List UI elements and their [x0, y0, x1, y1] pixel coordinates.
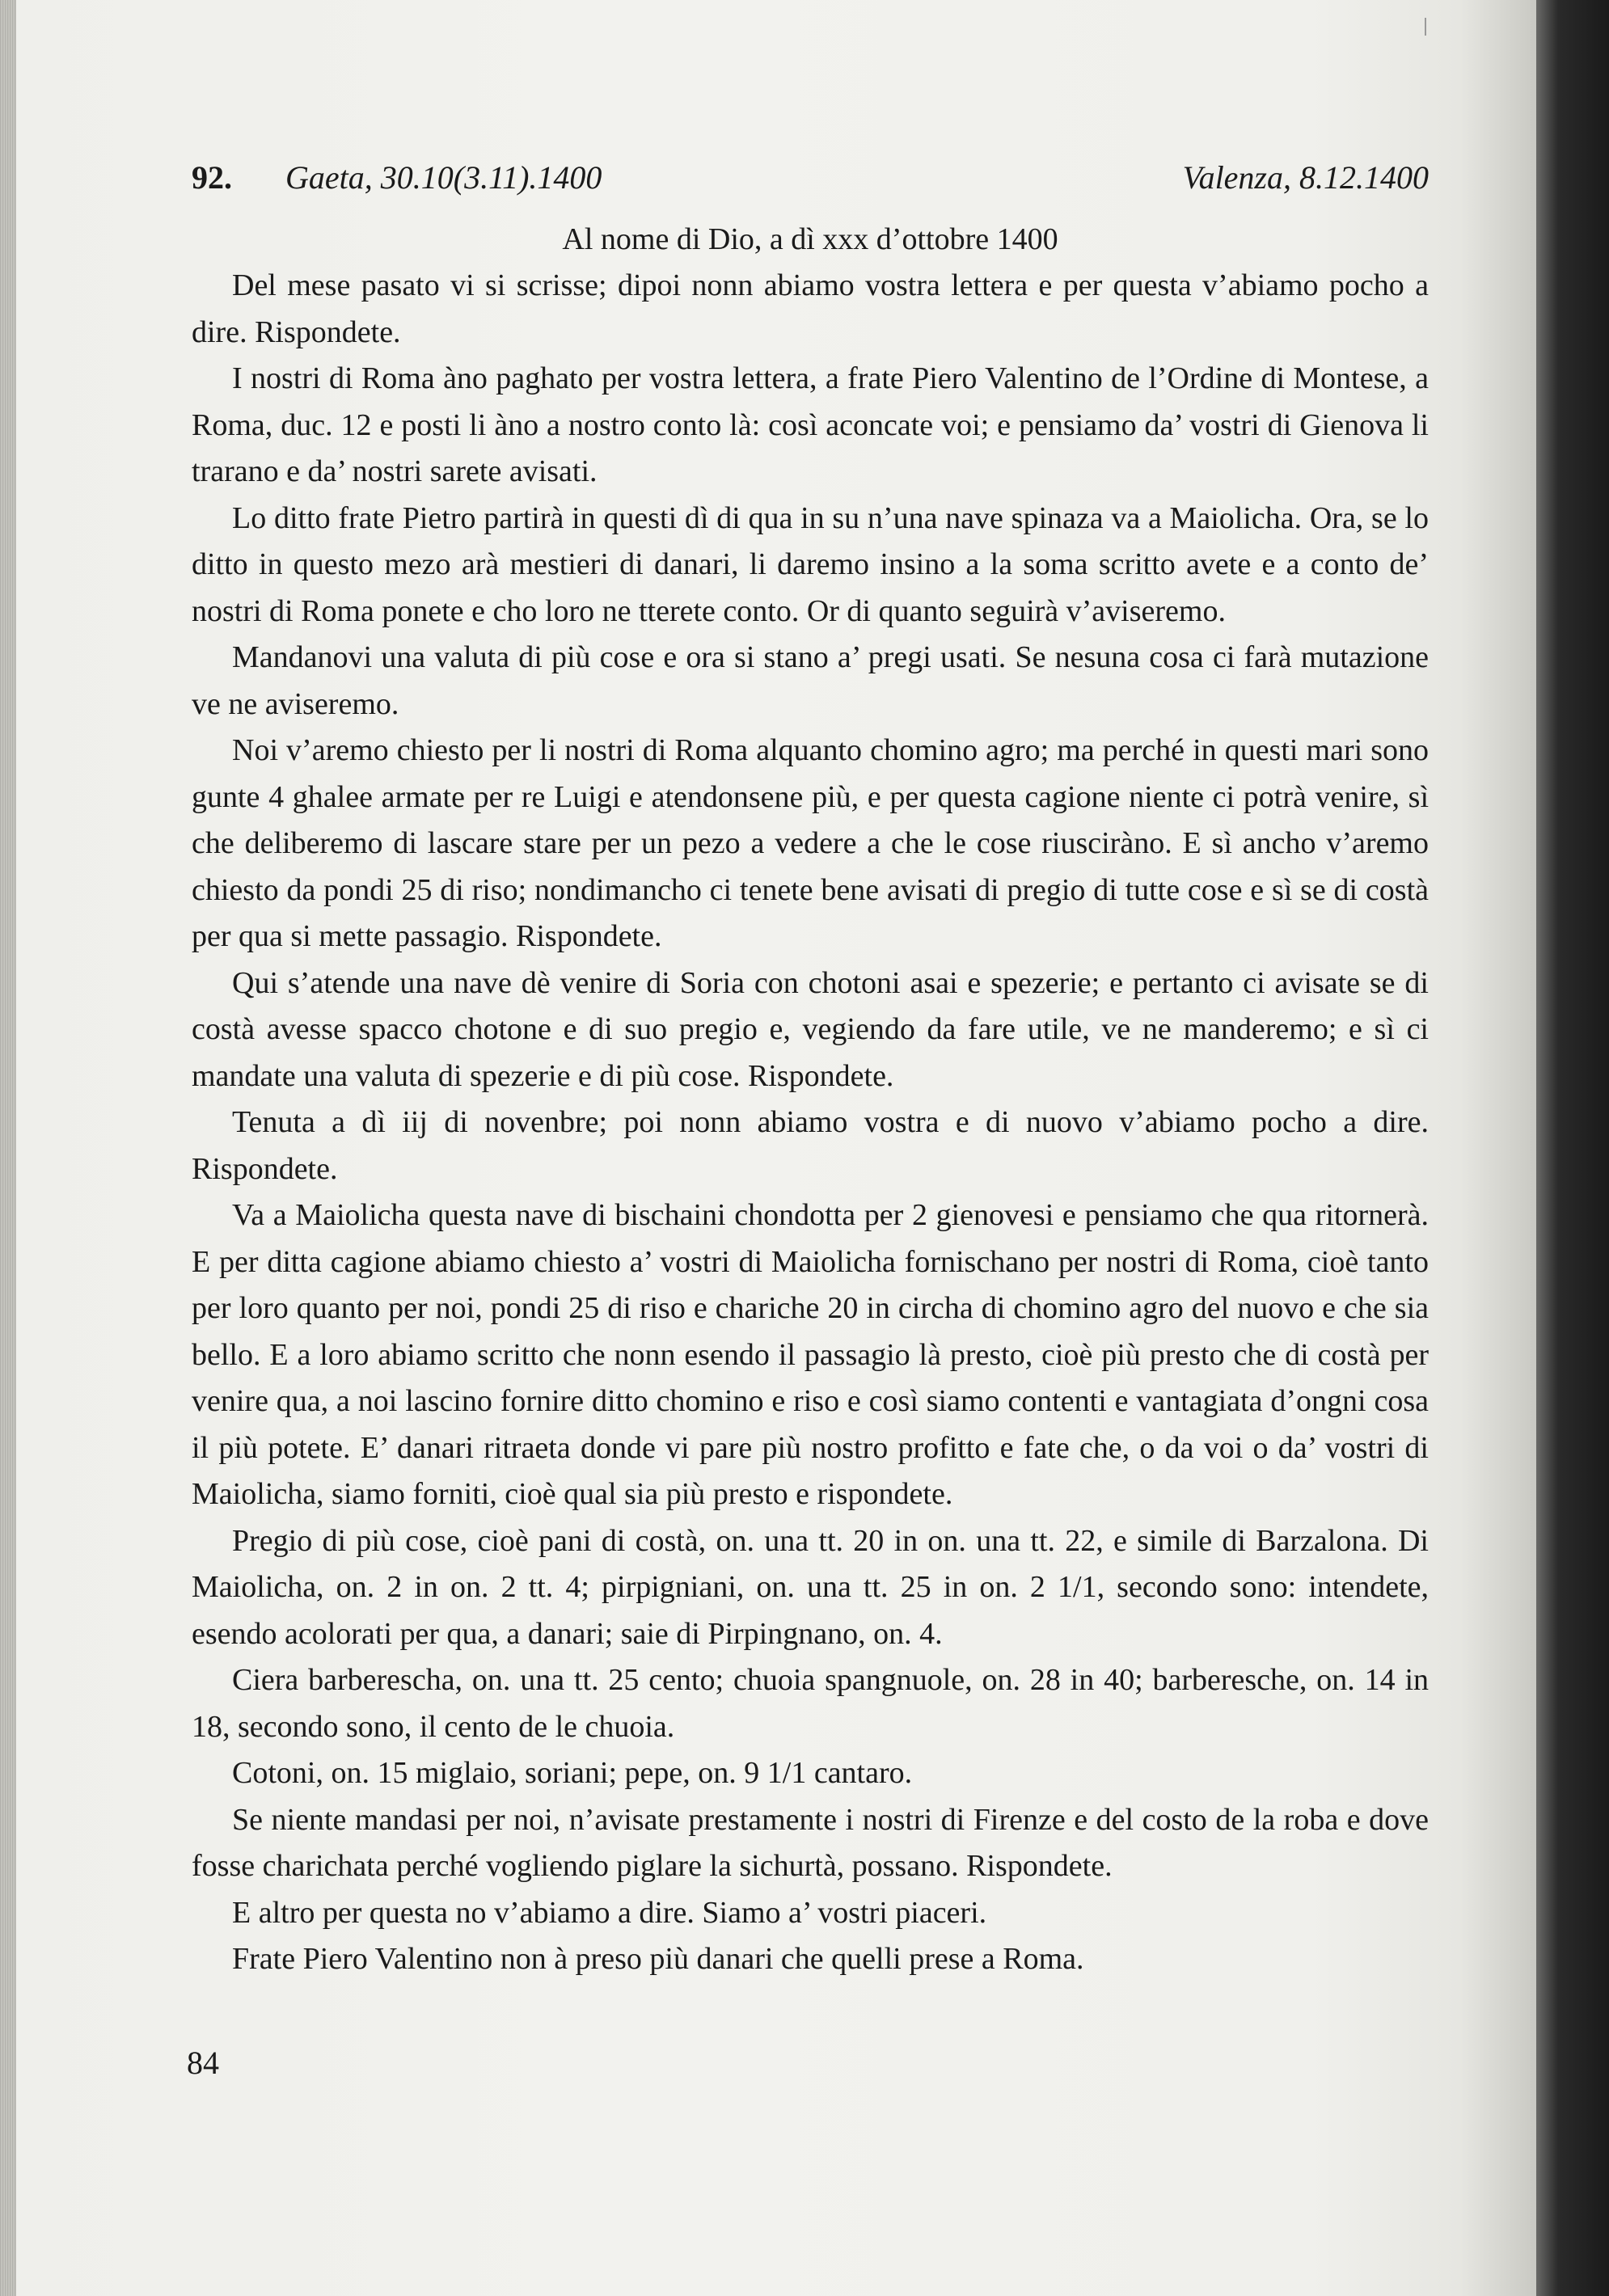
paragraph: I nostri di Roma àno paghato per vostra lettera, a frate Piero Valentino de l’Ordine di Montese, a Roma, duc. 12 e posti li àno a nostro conto là: così aconcate voi; e pensiamo da’ vostri di Gienova li trarano e da’ nostri sarete avisati. — [192, 361, 1429, 488]
paragraph: Tenuta a dì iij di novenbre; poi nonn abiamo vostra e di nuovo v’abiamo pocho a dire. Rispondete. — [192, 1105, 1429, 1186]
paragraph: Cotoni, on. 15 miglaio, soriani; pepe, on. 9 1/1 cantaro. — [232, 1756, 913, 1790]
letter-number: 92. — [192, 159, 232, 196]
page-content — [192, 154, 1429, 1983]
page-mark — [1425, 18, 1426, 36]
paragraph: Se niente mandasi per noi, n’avisate prestamente i nostri di Firenze e del costo de la roba e dove fosse charichata perché vogliendo piglare la sichurtà, possano. Rispondete. — [192, 1802, 1429, 1883]
paragraph: Va a Maiolicha questa nave di bischaini chondotta per 2 gienovesi e pensiamo che qua ritornerà. E per ditta cagione abiamo chiesto a’ vostri di Maiolicha fornischano per nostri di Roma, cioè tanto per loro quanto per noi, pondi 25 di riso e chariche 20 in circha di chomino agro del nuovo e che sia bello. E a loro abiamo scritto che nonn esendo il passagio là presto, cioè più presto che di costà per venire qua, a noi lascino fornire ditto chomino e riso e così siamo contenti e vantagiata d’ongni cosa il più potete. E’ danari ritraeta donde vi pare più nostro profitto e fate che, o da voi o da’ vostri di Maiolicha, siamo forniti, cioè qual sia più presto e rispondete. — [192, 1198, 1429, 1511]
paragraph: Ciera barberescha, on. una tt. 25 cento; chuoia spangnuole, on. 28 in 40; barberesche, on. 14 in 18, secondo sono, il cento de le chuoia. — [192, 1663, 1429, 1744]
paragraph: Pregio di più cose, cioè pani di costà, on. una tt. 20 in on. una tt. 22, e simile di Barzalona. Di Maiolicha, on. 2 in on. 2 tt. 4; pirpigniani, on. una tt. 25 in on. 2 1/1, secondo sono: intendete, esendo acolorati per qua, a danari; saie di Pirpingnano, on. 4. — [192, 1523, 1429, 1651]
scan-background — [1536, 0, 1609, 2296]
paragraph: Del mese pasato vi si scrisse; dipoi nonn abiamo vostra lettera e per questa v’abiamo pocho a dire. Rispondete. — [192, 268, 1429, 349]
paragraph: Lo ditto frate Pietro partirà in questi dì di qua in su n’una nave spinaza va a Maiolicha. Ora, se lo ditto in questo mezo arà mestieri di danari, li daremo insino a la soma scritto avete e a conto de’ nostri di Roma ponete e cho loro ne tterete conto. Or di quanto seguirà v’aviseremo. — [192, 500, 1429, 628]
paragraph: Noi v’aremo chiesto per li nostri di Roma alquanto chomino agro; ma perché in questi mari sono gunte 4 ghalee armate per re Luigi e atendonsene più, e per questa cagione niente ci potrà venire, sì che deliberemo di lascare stare per un pezo a vedere a che le cose riusciràno. E sì ancho v’aremo chiesto da pondi 25 di riso; nondimancho ci tenete bene avisati di pregio di tutte cose e sì se di costà per qua si mette passagio. Rispondete. — [192, 733, 1429, 953]
paragraph: E altro per questa no v’abiamo a dire. Siamo a’ vostri piaceri. — [232, 1895, 987, 1930]
letter-body — [192, 263, 1429, 1983]
page-edges — [0, 0, 16, 2296]
paragraph: Frate Piero Valentino non à preso più danari che quelli prese a Roma. — [232, 1942, 1084, 1976]
origin-place-date: Gaeta, 30.10(3.11).1400 — [285, 159, 602, 196]
paragraph: Mandanovi una valuta di più cose e ora si stano a’ pregi usati. Se nesuna cosa ci farà mutazione ve ne aviseremo. — [192, 640, 1429, 721]
paragraph: Qui s’atende una nave dè venire di Soria con chotoni asai e spezerie; e pertanto ci avisate se di costà avesse spacco chotone e di suo pregio e, vegiendo da fare utile, ve ne manderemo; e sì ci mandate una valuta di spezerie e di più cose. Rispondete. — [192, 965, 1429, 1093]
letter-title: Al nome di Dio, a dì xxx d’ottobre 1400 — [562, 222, 1058, 256]
letter-header — [192, 154, 1429, 202]
destination-place-date: Valenza, 8.12.1400 — [1182, 159, 1429, 196]
page-number: 84 — [187, 2045, 219, 2081]
